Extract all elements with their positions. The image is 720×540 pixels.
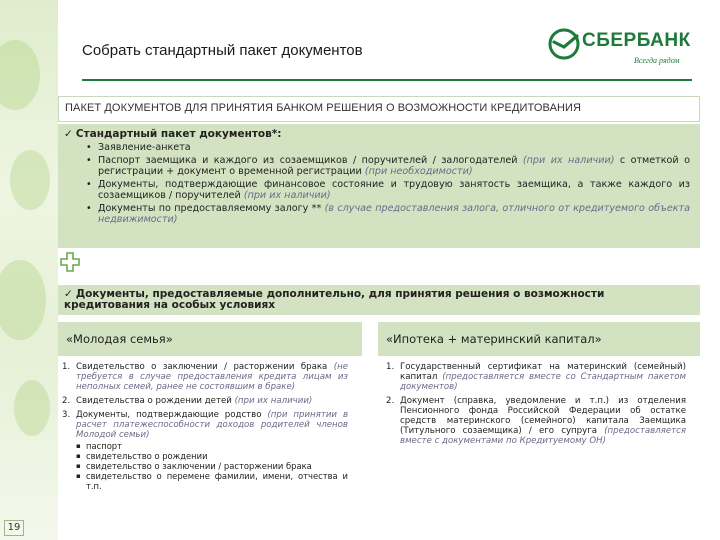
list-item: ▪ свидетельство о заключении / расторжении брака — [76, 461, 348, 471]
list-item: 2. Документ (справка, уведомление и т.п.) из отделения Пенсионного фонда Российской Федерации об остатке средств материнского (семейного) капитала Заемщика (Титульного созаемщика) / его супруга (предоставляется вместе с документами по Кредитуемому ОН) — [386, 396, 687, 446]
additional-documents-heading: ✓ Документы, предоставляемые дополнительно, для принятия решения о возможности кредитования на особых условиях — [64, 288, 605, 311]
additional-documents-box — [58, 285, 700, 315]
mortgage-maternity-list — [386, 362, 686, 450]
standard-package-heading: ✓ Стандартный пакет документов*: — [64, 128, 282, 140]
list-item: 2. Свидетельства о рождении детей (при их наличии) — [62, 396, 313, 406]
list-item: • Документы, подтверждающие финансовое состояние и трудовую занятость заемщика, а также каждого из созаемщиков / поручителей (при их наличии) — [86, 179, 690, 201]
sberbank-logo-icon — [548, 28, 580, 60]
list-item: • Паспорт заемщика и каждого из созаемщиков / поручителей / залогодателей (при их наличии) с отметкой о регистрации + документ о временной регистрации (при необходимости) — [86, 155, 690, 177]
list-item: ▪ свидетельство о рождении — [76, 451, 348, 461]
list-item: • Документы по предоставляемому залогу ** (в случае предоставления залога, отличного от кредитуемого объекта недвижимости) — [86, 203, 690, 225]
decorative-leaf-background — [0, 0, 58, 540]
list-item: ▪ паспорт — [76, 441, 348, 451]
list-item: 3. Документы, подтверждающие родство (при принятии в расчет платежеспособности доходов родителей членов Молодой семьи) ▪ паспорт ▪ свидетельство о рождении ▪ свидетельство о заключении / расторжении брака ▪ свидетельство о перемене фамилии, имени, отчества и т.п. — [62, 410, 348, 491]
plus-icon — [60, 252, 80, 272]
list-item: ▪ свидетельство о перемене фамилии, имени, отчества и т.п. — [76, 471, 348, 491]
mortgage-maternity-header: «Ипотека + материнский капитал» — [378, 322, 700, 356]
title-divider — [82, 79, 692, 81]
section-banner: ПАКЕТ ДОКУМЕНТОВ ДЛЯ ПРИНЯТИЯ БАНКОМ РЕШЕНИЯ О ВОЗМОЖНОСТИ КРЕДИТОВАНИЯ — [58, 96, 700, 122]
standard-package-box — [58, 124, 700, 248]
standard-package-list — [86, 142, 690, 225]
slide-number: 19 — [4, 520, 24, 536]
kinship-documents-sublist — [76, 441, 348, 491]
list-item: 1. Государственный сертификат на материнский (семейный) капитал (предоставляется вместе со Стандартным пакетом документов) — [386, 362, 686, 392]
page-title: Собрать стандартный пакет документов — [82, 42, 363, 59]
sberbank-logo — [548, 28, 698, 70]
young-family-header: «Молодая семья» — [58, 322, 362, 356]
logo-slogan: Всегда рядом — [634, 56, 680, 65]
young-family-list — [62, 362, 348, 495]
checkmark-icon: ✓ — [64, 128, 73, 140]
checkmark-icon: ✓ — [64, 288, 73, 300]
list-item: 1. Свидетельство о заключении / расторжении брака (не требуется в случае предоставления кредита лицам из неполных семей, ранее не состоявшим в браке) — [62, 362, 348, 392]
list-item: • Заявление-анкета — [86, 142, 690, 153]
logo-wordmark: СБЕРБАНК — [582, 30, 691, 51]
